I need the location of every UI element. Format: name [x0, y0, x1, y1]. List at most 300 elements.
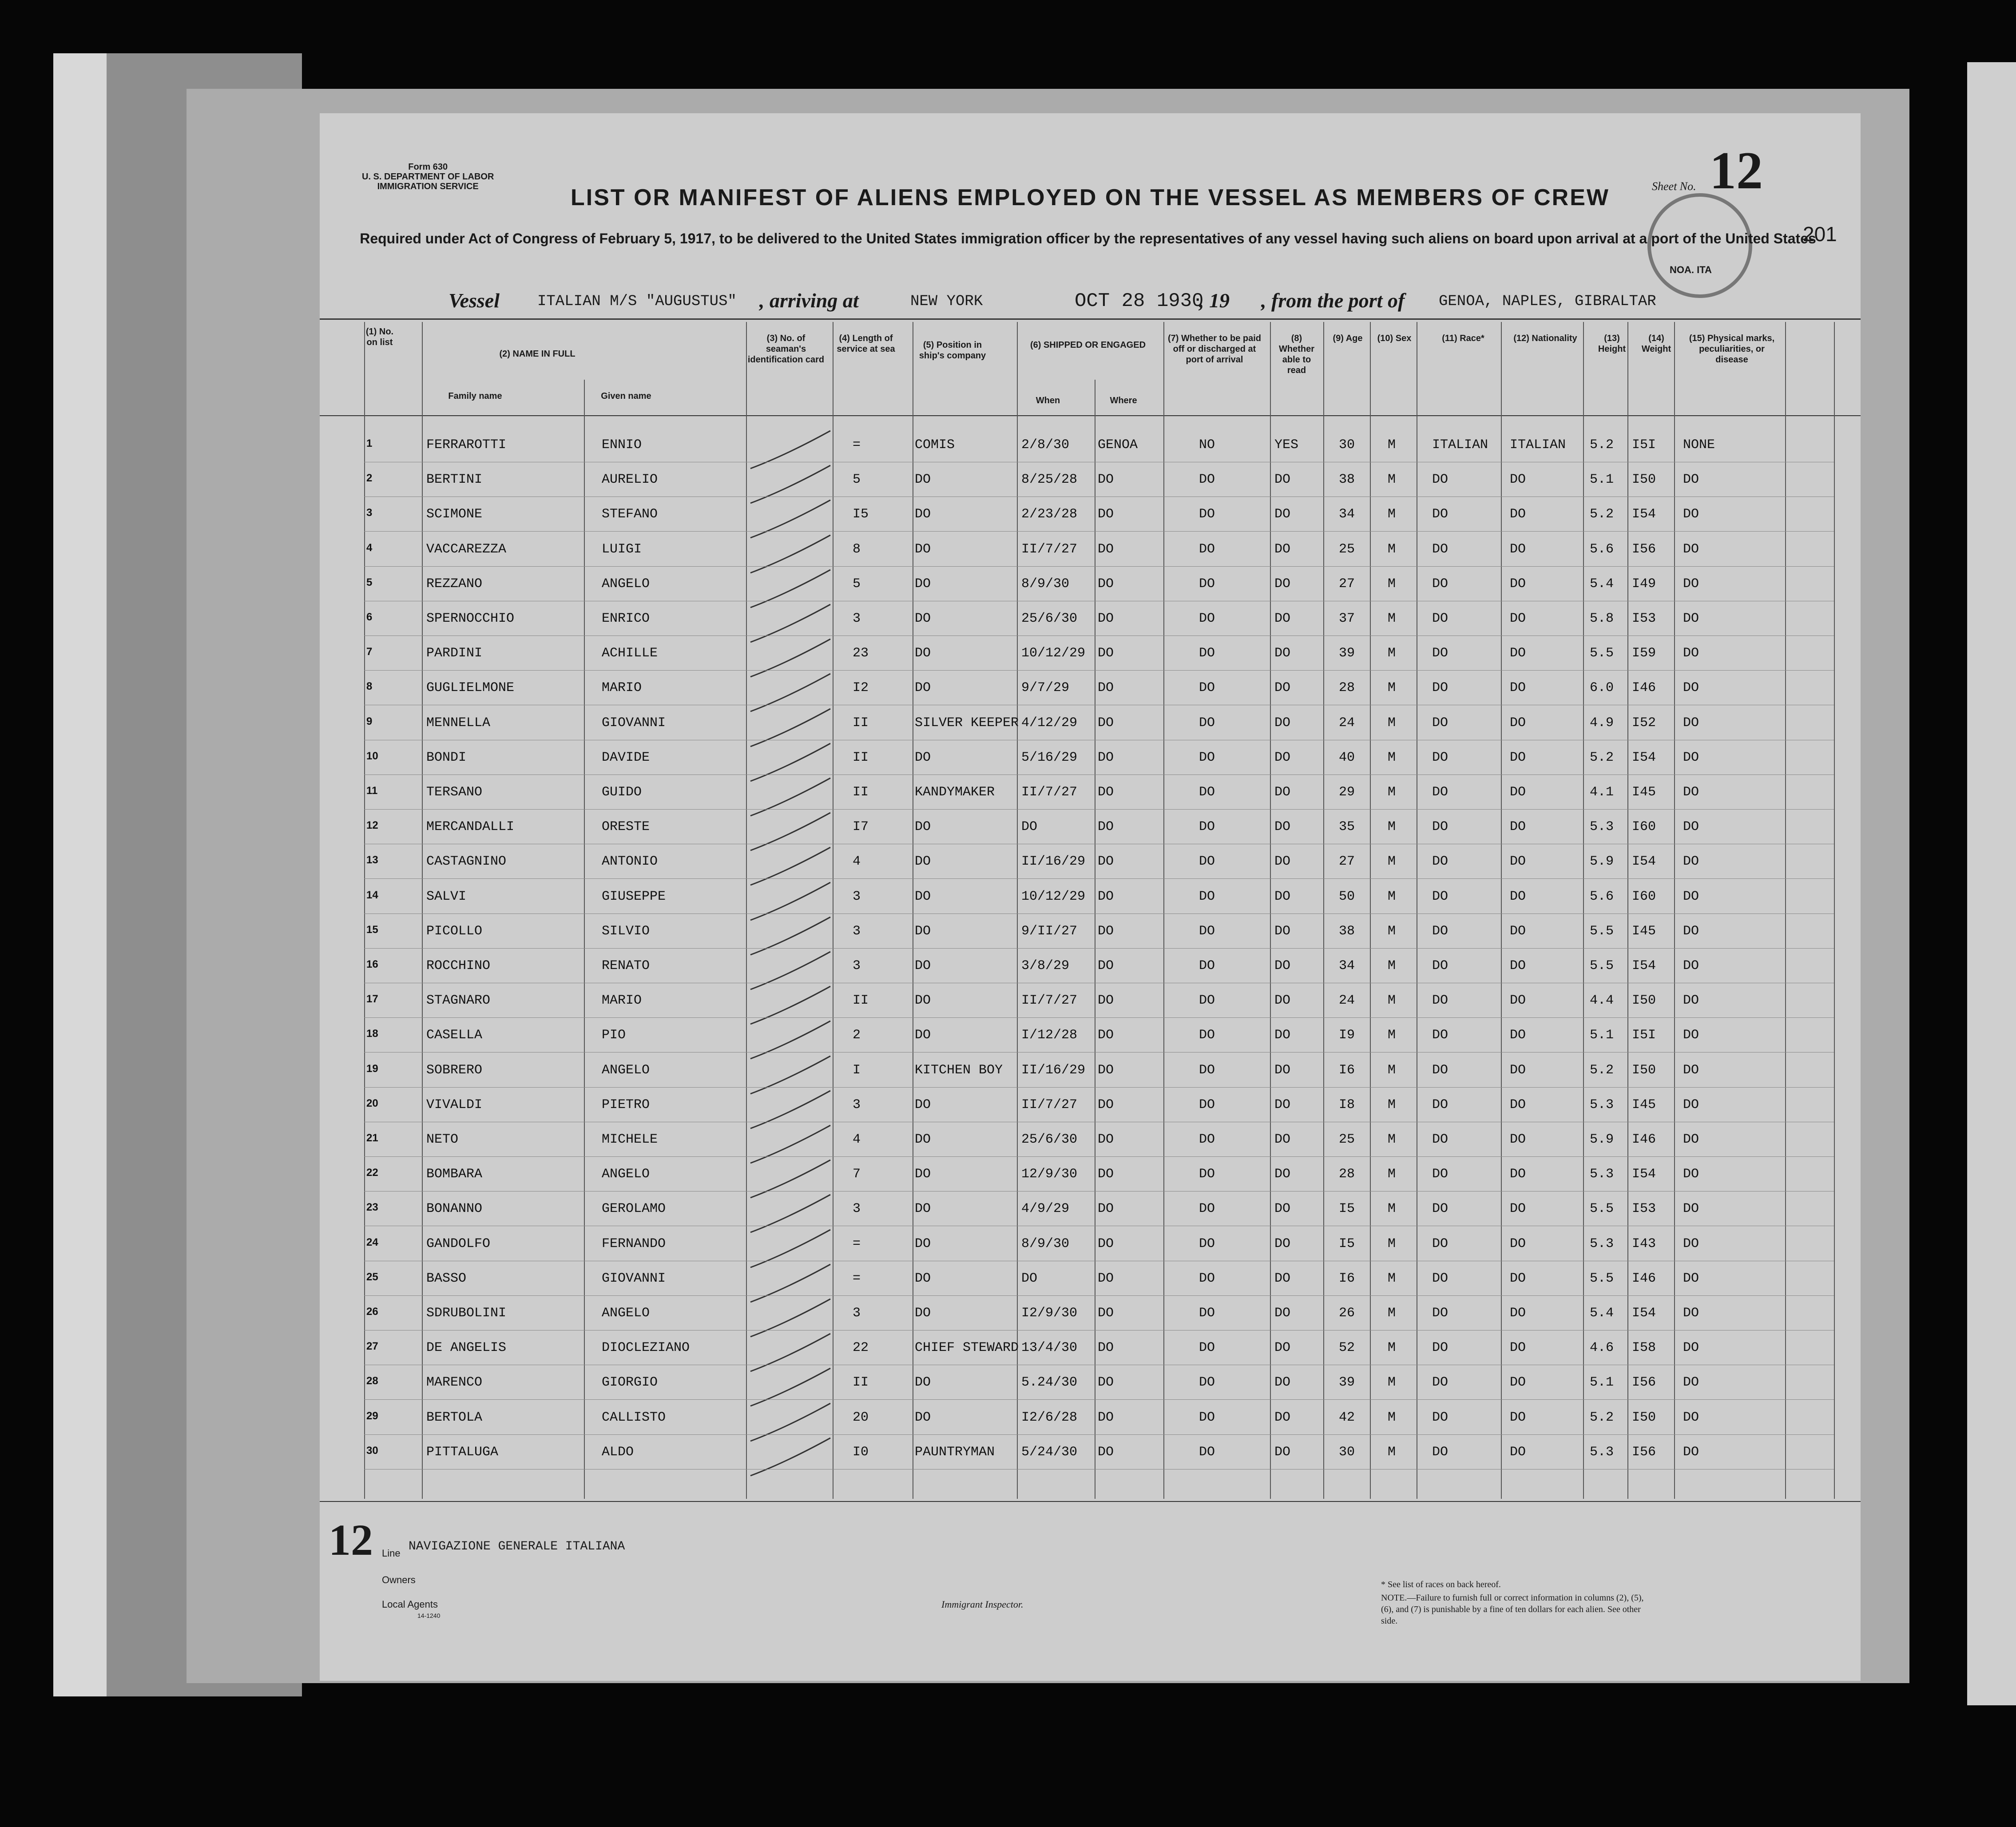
service-length: 8: [853, 542, 861, 557]
given-name: GIORGIO: [602, 1375, 658, 1390]
col-where-header: Where: [1110, 396, 1137, 405]
row-rule: [364, 1156, 1834, 1157]
age: 52: [1339, 1340, 1355, 1355]
paid-off: NO: [1199, 437, 1215, 453]
physical-marks: DO: [1683, 1167, 1699, 1182]
arriving-label: , arriving at: [759, 289, 859, 312]
position: DO: [915, 1410, 931, 1425]
position: DO: [915, 993, 931, 1008]
position: DO: [915, 576, 931, 592]
able-to-read: YES: [1274, 437, 1299, 453]
col-no-header: (1) No. on list: [365, 327, 394, 347]
shipped-when: 5/24/30: [1021, 1445, 1078, 1460]
given-name: ACHILLE: [602, 646, 658, 661]
position: DO: [915, 542, 931, 557]
race: DO: [1432, 924, 1449, 939]
service-length: I0: [853, 1445, 869, 1460]
shipped-where: DO: [1098, 576, 1114, 592]
row-number: 29: [366, 1410, 378, 1422]
check-stroke: [750, 639, 830, 677]
sex: M: [1388, 576, 1396, 592]
weight: I50: [1632, 993, 1656, 1008]
col-position-header: (5) Position in ship's company: [919, 340, 986, 361]
able-to-read: DO: [1274, 507, 1291, 522]
race: DO: [1432, 1340, 1449, 1355]
family-name: SDRUBOLINI: [426, 1306, 507, 1321]
age: 24: [1339, 993, 1355, 1008]
paid-off: DO: [1199, 993, 1215, 1008]
weight: I46: [1632, 1271, 1656, 1286]
shipped-when: II/7/27: [1021, 993, 1078, 1008]
col-when-header: When: [1036, 396, 1060, 405]
paid-off: DO: [1199, 472, 1215, 487]
given-name: DIOCLEZIANO: [602, 1340, 690, 1355]
position: DO: [915, 1236, 931, 1251]
position: DO: [915, 1132, 931, 1147]
check-stroke: [750, 709, 830, 747]
age: I5: [1339, 1236, 1355, 1251]
physical-marks: DO: [1683, 1445, 1699, 1460]
service-length: 22: [853, 1340, 869, 1355]
shipped-where: DO: [1098, 611, 1114, 626]
col-height-header: (13) Height: [1598, 334, 1626, 354]
age: 35: [1339, 819, 1355, 834]
shipped-where: DO: [1098, 1445, 1114, 1460]
check-stroke: [750, 500, 830, 538]
check-stroke: [750, 1091, 830, 1128]
family-name: SPERNOCCHIO: [426, 611, 515, 626]
family-name: ROCCHINO: [426, 958, 491, 973]
check-stroke: [750, 917, 830, 955]
family-name: BONANNO: [426, 1201, 483, 1216]
height: 5.3: [1590, 1445, 1614, 1460]
check-stroke: [750, 1299, 830, 1337]
given-name: CALLISTO: [602, 1410, 666, 1425]
given-name: GUIDO: [602, 785, 642, 800]
paid-off: DO: [1199, 1306, 1215, 1321]
position: DO: [915, 1375, 931, 1390]
sex: M: [1388, 472, 1396, 487]
race: DO: [1432, 1063, 1449, 1078]
weight: I46: [1632, 1132, 1656, 1147]
paid-off: DO: [1199, 889, 1215, 904]
age: I6: [1339, 1063, 1355, 1078]
age: 50: [1339, 889, 1355, 904]
sex: M: [1388, 993, 1396, 1008]
given-name: ORESTE: [602, 819, 650, 834]
able-to-read: DO: [1274, 1236, 1291, 1251]
race: DO: [1432, 958, 1449, 973]
nationality: DO: [1510, 1132, 1526, 1147]
row-number: 12: [366, 819, 378, 831]
weight: I45: [1632, 924, 1656, 939]
column-divider: [1583, 322, 1584, 1499]
height: 5.3: [1590, 819, 1614, 834]
year-label: , 19: [1199, 289, 1230, 312]
physical-marks: DO: [1683, 611, 1699, 626]
able-to-read: DO: [1274, 1097, 1291, 1112]
shipped-when: 8/9/30: [1021, 576, 1070, 592]
service-length: II: [853, 1375, 869, 1390]
height: 5.5: [1590, 958, 1614, 973]
able-to-read: DO: [1274, 680, 1291, 695]
given-name: GIOVANNI: [602, 1271, 666, 1286]
position: DO: [915, 1028, 931, 1043]
service-length: I2: [853, 680, 869, 695]
service-length: 3: [853, 1306, 861, 1321]
race: DO: [1432, 1445, 1449, 1460]
nationality: DO: [1510, 1167, 1526, 1182]
service-length: =: [853, 1271, 861, 1286]
paid-off: DO: [1199, 1167, 1215, 1182]
height: 5.1: [1590, 1028, 1614, 1043]
physical-marks: DO: [1683, 889, 1699, 904]
height: 6.0: [1590, 680, 1614, 695]
col-age-header: (9) Age: [1333, 334, 1363, 343]
weight: I56: [1632, 1445, 1656, 1460]
shipped-where: DO: [1098, 1132, 1114, 1147]
able-to-read: DO: [1274, 1271, 1291, 1286]
physical-marks: DO: [1683, 1063, 1699, 1078]
shipped-when: II/7/27: [1021, 1097, 1078, 1112]
given-name: DAVIDE: [602, 750, 650, 765]
sex: M: [1388, 1306, 1396, 1321]
shipped-where: DO: [1098, 680, 1114, 695]
paid-off: DO: [1199, 785, 1215, 800]
shipped-where: DO: [1098, 993, 1114, 1008]
owners-label: Owners: [382, 1574, 416, 1585]
position: DO: [915, 819, 931, 834]
race: DO: [1432, 1097, 1449, 1112]
department: U. S. DEPARTMENT OF LABOR: [362, 172, 494, 182]
physical-marks: DO: [1683, 750, 1699, 765]
paid-off: DO: [1199, 1097, 1215, 1112]
service-length: 3: [853, 924, 861, 939]
check-stroke: [750, 952, 830, 989]
vessel-name: ITALIAN M/S "AUGUSTUS": [537, 293, 737, 310]
height: 5.1: [1590, 1375, 1614, 1390]
column-divider: [1323, 322, 1324, 1499]
family-name: VACCAREZZA: [426, 542, 507, 557]
nationality: DO: [1510, 1236, 1526, 1251]
page-title: LIST OR MANIFEST OF ALIENS EMPLOYED ON THE VESSEL AS MEMBERS OF CREW: [571, 185, 1610, 211]
race: DO: [1432, 854, 1449, 869]
age: 38: [1339, 472, 1355, 487]
weight: I56: [1632, 1375, 1656, 1390]
position: KANDYMAKER: [915, 785, 995, 800]
column-divider: [1834, 322, 1835, 1499]
weight: I43: [1632, 1236, 1656, 1251]
column-divider: [1017, 322, 1018, 1499]
shipped-when: 4/12/29: [1021, 715, 1078, 731]
shipped-where: GENOA: [1098, 437, 1138, 453]
check-stroke: [750, 1368, 830, 1406]
nationality: DO: [1510, 750, 1526, 765]
nationality: DO: [1510, 1410, 1526, 1425]
height: 5.2: [1590, 437, 1614, 453]
row-rule: [364, 878, 1834, 879]
from-label: , from the port of: [1261, 289, 1405, 312]
sex: M: [1388, 715, 1396, 731]
row-number: 8: [366, 680, 373, 692]
given-name: SILVIO: [602, 924, 650, 939]
shipped-where: DO: [1098, 1201, 1114, 1216]
able-to-read: DO: [1274, 611, 1291, 626]
row-number: 18: [366, 1028, 378, 1040]
row-rule: [364, 948, 1834, 949]
nationality: DO: [1510, 507, 1526, 522]
weight: I58: [1632, 1340, 1656, 1355]
family-name: PARDINI: [426, 646, 483, 661]
age: 30: [1339, 1445, 1355, 1460]
age: 39: [1339, 1375, 1355, 1390]
line-label: Line: [382, 1548, 401, 1559]
shipped-where: DO: [1098, 542, 1114, 557]
height: 5.6: [1590, 542, 1614, 557]
weight: I56: [1632, 542, 1656, 557]
position: DO: [915, 750, 931, 765]
check-stroke: [750, 813, 830, 850]
service-length: 7: [853, 1167, 861, 1182]
paid-off: DO: [1199, 611, 1215, 626]
height: 4.1: [1590, 785, 1614, 800]
shipped-when: 25/6/30: [1021, 611, 1078, 626]
height: 5.5: [1590, 646, 1614, 661]
age: I5: [1339, 1201, 1355, 1216]
able-to-read: DO: [1274, 1132, 1291, 1147]
height: 5.3: [1590, 1097, 1614, 1112]
row-number: 6: [366, 611, 373, 623]
arrival-port: NEW YORK: [910, 293, 983, 310]
nationality: DO: [1510, 576, 1526, 592]
physical-marks: DO: [1683, 1236, 1699, 1251]
position: DO: [915, 507, 931, 522]
family-name: TERSANO: [426, 785, 483, 800]
height: 5.8: [1590, 611, 1614, 626]
family-name: CASTAGNINO: [426, 854, 507, 869]
family-name: PITTALUGA: [426, 1445, 499, 1460]
binder-strip: [53, 53, 107, 1696]
paid-off: DO: [1199, 646, 1215, 661]
weight: I53: [1632, 1201, 1656, 1216]
row-rule: [364, 1330, 1834, 1331]
height: 5.1: [1590, 472, 1614, 487]
shipped-where: DO: [1098, 1236, 1114, 1251]
service-length: =: [853, 437, 861, 453]
shipped-where: DO: [1098, 472, 1114, 487]
row-number: 27: [366, 1340, 378, 1352]
age: 39: [1339, 646, 1355, 661]
physical-marks: DO: [1683, 958, 1699, 973]
given-name: ENRICO: [602, 611, 650, 626]
nationality: DO: [1510, 646, 1526, 661]
column-divider: [1163, 322, 1164, 1499]
races-note: * See list of races on back hereof.: [1381, 1580, 1501, 1589]
row-rule: [364, 1469, 1834, 1470]
able-to-read: DO: [1274, 889, 1291, 904]
check-stroke: [750, 778, 830, 816]
col-marks-header: (15) Physical marks, peculiarities, or disease: [1689, 334, 1775, 365]
check-stroke: [750, 847, 830, 885]
given-name: MARIO: [602, 680, 642, 695]
able-to-read: DO: [1274, 542, 1291, 557]
service-length: 23: [853, 646, 869, 661]
service: IMMIGRATION SERVICE: [377, 182, 479, 191]
paid-off: DO: [1199, 819, 1215, 834]
family-name: DE ANGELIS: [426, 1340, 507, 1355]
agents-code: 14-1240: [417, 1612, 441, 1619]
age: 38: [1339, 924, 1355, 939]
service-length: I: [853, 1063, 861, 1078]
weight: I45: [1632, 785, 1656, 800]
physical-marks: DO: [1683, 646, 1699, 661]
position: DO: [915, 611, 931, 626]
nationality: DO: [1510, 611, 1526, 626]
paid-off: DO: [1199, 576, 1215, 592]
height: 5.2: [1590, 1063, 1614, 1078]
sex: M: [1388, 889, 1396, 904]
race: DO: [1432, 1167, 1449, 1182]
shipped-when: DO: [1021, 1271, 1038, 1286]
sex: M: [1388, 924, 1396, 939]
given-name: PIETRO: [602, 1097, 650, 1112]
form-number: Form 630: [408, 162, 448, 172]
sex: M: [1388, 785, 1396, 800]
check-stroke: [750, 1438, 830, 1476]
position: COMIS: [915, 437, 955, 453]
physical-marks: DO: [1683, 1410, 1699, 1425]
row-number: 17: [366, 993, 378, 1005]
row-number: 15: [366, 924, 378, 936]
nationality: DO: [1510, 924, 1526, 939]
age: 28: [1339, 1167, 1355, 1182]
column-divider: [1674, 322, 1675, 1499]
nationality: DO: [1510, 993, 1526, 1008]
col-race-header: (11) Race*: [1442, 334, 1484, 343]
shipped-when: 10/12/29: [1021, 889, 1086, 904]
able-to-read: DO: [1274, 1201, 1291, 1216]
able-to-read: DO: [1274, 854, 1291, 869]
position: DO: [915, 1306, 931, 1321]
row-number: 23: [366, 1201, 378, 1213]
family-name: CASELLA: [426, 1028, 483, 1043]
shipped-where: DO: [1098, 854, 1114, 869]
able-to-read: DO: [1274, 819, 1291, 834]
position: DO: [915, 680, 931, 695]
sex: M: [1388, 854, 1396, 869]
physical-marks: DO: [1683, 785, 1699, 800]
service-length: 4: [853, 854, 861, 869]
sex: M: [1388, 1097, 1396, 1112]
paid-off: DO: [1199, 924, 1215, 939]
col-name-header: (2) NAME IN FULL: [499, 349, 575, 359]
family-name: SOBRERO: [426, 1063, 483, 1078]
row-rule: [364, 1087, 1834, 1088]
shipped-when: 9/II/27: [1021, 924, 1078, 939]
race: DO: [1432, 680, 1449, 695]
shipped-when: 25/6/30: [1021, 1132, 1078, 1147]
paid-off: DO: [1199, 1340, 1215, 1355]
physical-marks: DO: [1683, 576, 1699, 592]
height: 4.9: [1590, 715, 1614, 731]
row-number: 20: [366, 1097, 378, 1109]
inspector-label: Immigrant Inspector.: [941, 1599, 1024, 1610]
col-read-header: (8) Whether able to read: [1279, 334, 1314, 375]
physical-marks: DO: [1683, 1028, 1699, 1043]
service-length: II: [853, 715, 869, 731]
check-stroke: [750, 1403, 830, 1441]
row-rule: [364, 531, 1834, 532]
check-stroke: [750, 986, 830, 1024]
shipped-when: 5.24/30: [1021, 1375, 1078, 1390]
col-given-header: Given name: [601, 391, 651, 401]
sex: M: [1388, 1340, 1396, 1355]
row-number: 30: [366, 1445, 378, 1457]
family-name: GUGLIELMONE: [426, 680, 515, 695]
physical-marks: DO: [1683, 1271, 1699, 1286]
agents-label: Local Agents: [382, 1599, 438, 1610]
family-name: BERTINI: [426, 472, 483, 487]
column-divider: [1627, 322, 1628, 1499]
able-to-read: DO: [1274, 958, 1291, 973]
sex: M: [1388, 542, 1396, 557]
paid-off: DO: [1199, 1028, 1215, 1043]
nationality: DO: [1510, 889, 1526, 904]
race: ITALIAN: [1432, 437, 1488, 453]
family-name: STAGNARO: [426, 993, 491, 1008]
weight: I50: [1632, 472, 1656, 487]
row-number: 2: [366, 472, 373, 484]
height: 5.4: [1590, 576, 1614, 592]
check-stroke: [750, 570, 830, 608]
position: DO: [915, 924, 931, 939]
shipped-when: I2/9/30: [1021, 1306, 1078, 1321]
sex: M: [1388, 1028, 1396, 1043]
physical-marks: DO: [1683, 1340, 1699, 1355]
family-name: BOMBARA: [426, 1167, 483, 1182]
nationality: DO: [1510, 1028, 1526, 1043]
check-stroke: [750, 1056, 830, 1094]
sex: M: [1388, 437, 1396, 453]
sex: M: [1388, 646, 1396, 661]
col-shipped-header: (6) SHIPPED OR ENGAGED: [1030, 340, 1146, 350]
paid-off: DO: [1199, 1271, 1215, 1286]
service-length: 20: [853, 1410, 869, 1425]
row-number: 3: [366, 507, 373, 519]
paid-off: DO: [1199, 1445, 1215, 1460]
shipped-where: DO: [1098, 507, 1114, 522]
race: DO: [1432, 1410, 1449, 1425]
given-name: RENATO: [602, 958, 650, 973]
shipped-when: 13/4/30: [1021, 1340, 1078, 1355]
position: KITCHEN BOY: [915, 1063, 1003, 1078]
age: I9: [1339, 1028, 1355, 1043]
height: 5.3: [1590, 1167, 1614, 1182]
shipped-where: DO: [1098, 785, 1114, 800]
nationality: DO: [1510, 1271, 1526, 1286]
column-divider: [364, 322, 365, 1499]
able-to-read: DO: [1274, 1340, 1291, 1355]
shipped-where: DO: [1098, 889, 1114, 904]
age: 42: [1339, 1410, 1355, 1425]
sex: M: [1388, 958, 1396, 973]
shipped-where: DO: [1098, 1271, 1114, 1286]
row-number: 5: [366, 576, 373, 588]
weight: I54: [1632, 507, 1656, 522]
family-name: BONDI: [426, 750, 467, 765]
family-name: MARENCO: [426, 1375, 483, 1390]
nationality: DO: [1510, 958, 1526, 973]
